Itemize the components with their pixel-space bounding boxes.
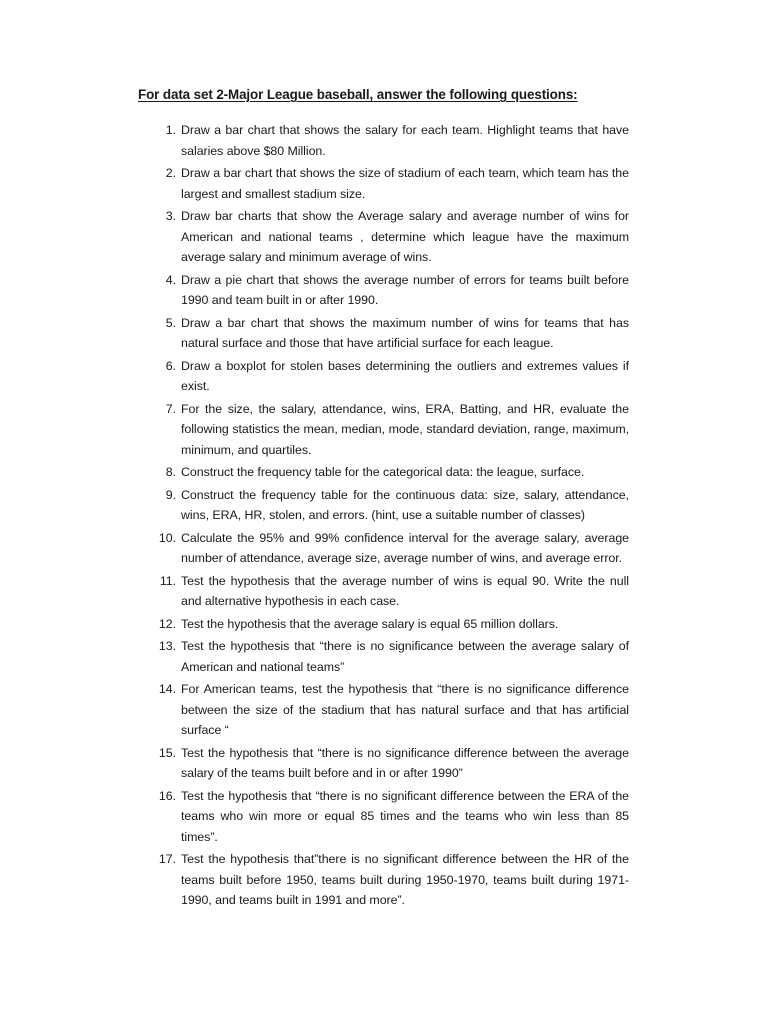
- question-number: 4.: [165, 272, 176, 287]
- question-number: 9.: [165, 487, 176, 502]
- question-text: Test the hypothesis that the average number of wins is equal 90. Write the null and alternative hypothesis in each case.: [181, 573, 629, 608]
- question-number: 7.: [165, 401, 176, 416]
- question-text: Draw a pie chart that shows the average number of errors for teams built before 1990 and team built in or after 1990.: [181, 272, 629, 307]
- question-text: Draw bar charts that show the Average salary and average number of wins for American and national teams , determine which league have the maximum average salary and minimum average of wins.: [181, 209, 629, 264]
- question-item: [160, 743, 629, 784]
- question-number: 11.: [159, 573, 176, 588]
- question-number: 12.: [158, 616, 176, 631]
- question-item: [160, 206, 629, 268]
- question-item: [160, 270, 629, 311]
- question-text: Test the hypothesis that “there is no significant difference between the ERA of the teams who win more or equal 85 times and the teams who win less than 85 times”.: [181, 788, 629, 844]
- question-text: Construct the frequency table for the categorical data: the league, surface.: [181, 465, 585, 479]
- question-text: Test the hypothesis that “there is no significance between the average salary of American and national teams”: [181, 639, 629, 674]
- question-item: [160, 462, 629, 483]
- question-item: [160, 313, 629, 354]
- question-item: [160, 786, 629, 848]
- question-number: 8.: [165, 465, 176, 479]
- question-item: [160, 356, 629, 397]
- question-text: Draw a bar chart that shows the size of stadium of each team, which team has the largest and smallest stadium size.: [181, 166, 629, 201]
- question-item: [160, 614, 629, 635]
- question-text: Test the hypothesis that “there is no significance difference between the average salary of the teams built before and in or after 1990”: [181, 745, 629, 780]
- question-item: [160, 485, 629, 526]
- question-number: 17.: [158, 852, 176, 866]
- question-number: 14.: [158, 682, 176, 696]
- question-number: 16.: [158, 788, 176, 803]
- question-number: 5.: [165, 315, 176, 330]
- question-item: [160, 120, 629, 161]
- question-text: Draw a bar chart that shows the maximum number of wins for teams that has natural surface and those that have artificial surface for each league.: [181, 315, 629, 350]
- question-text: Draw a boxplot for stolen bases determining the outliers and extremes values if exist.: [181, 358, 629, 393]
- question-number: 6.: [165, 358, 176, 373]
- question-number: 2.: [165, 166, 176, 180]
- question-item: [160, 163, 629, 204]
- question-list: [160, 120, 629, 913]
- document-heading: For data set 2-Major League baseball, answer the following questions:: [138, 87, 578, 102]
- question-number: 13.: [158, 639, 176, 653]
- question-item: [160, 528, 629, 569]
- question-item: [160, 399, 629, 461]
- question-text: Draw a bar chart that shows the salary for each team. Highlight teams that have salaries above $80 Million.: [181, 123, 629, 158]
- question-text: For American teams, test the hypothesis that “there is no significance difference between the size of the stadium that has natural surface and that has artificial surface “: [181, 682, 629, 737]
- question-text: Calculate the 95% and 99% confidence interval for the average salary, average number of attendance, average size, average number of wins, and average error.: [181, 530, 629, 565]
- question-number: 10.: [158, 530, 176, 545]
- question-number: 1.: [165, 123, 176, 137]
- question-item: [160, 636, 629, 677]
- question-text: Construct the frequency table for the continuous data: size, salary, attendance, wins, ERA, HR, stolen, and errors. (hint, use a suitable number of classes): [181, 487, 629, 522]
- question-number: 15.: [158, 745, 176, 760]
- question-text: Test the hypothesis that the average salary is equal 65 million dollars.: [181, 616, 559, 631]
- question-text: For the size, the salary, attendance, wins, ERA, Batting, and HR, evaluate the following statistics the mean, median, mode, standard deviation, range, maximum, minimum, and quartiles.: [181, 401, 629, 457]
- question-item: [160, 679, 629, 741]
- question-item: [160, 849, 629, 911]
- question-number: 3.: [165, 209, 176, 223]
- question-text: Test the hypothesis that”there is no significant difference between the HR of the teams built before 1950, teams built during 1950-1970, teams built during 1971-1990, and teams built in 1991 and more”.: [181, 852, 629, 907]
- question-item: [160, 571, 629, 612]
